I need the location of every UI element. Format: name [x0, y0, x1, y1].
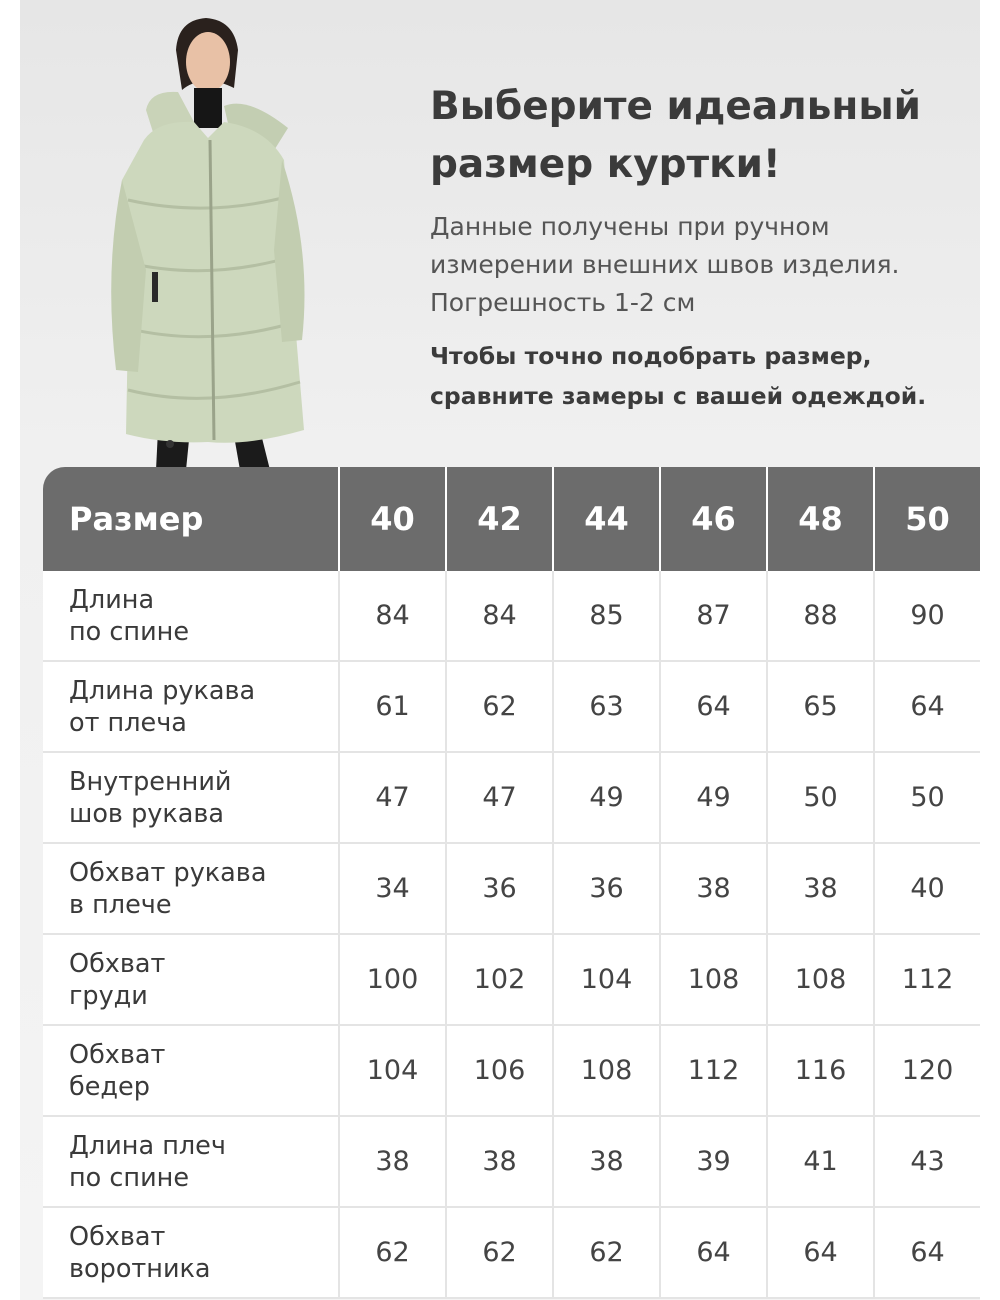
- row-label: Длина рукава от плеча: [43, 662, 338, 753]
- size-table-header: [43, 467, 980, 571]
- table-cell: 36: [552, 844, 659, 935]
- table-cell: 40: [873, 844, 980, 935]
- table-cell: 120: [873, 1026, 980, 1117]
- table-cell: 49: [659, 753, 766, 844]
- table-cell: 90: [873, 571, 980, 662]
- table-cell: 38: [338, 1117, 445, 1208]
- row-label: Обхват рукава в плече: [43, 844, 338, 935]
- table-cell: 61: [338, 662, 445, 753]
- table-cell: 88: [766, 571, 873, 662]
- header-size-48: 48: [766, 467, 873, 571]
- header-size-46: 46: [659, 467, 766, 571]
- table-cell: 47: [445, 753, 552, 844]
- size-table: [43, 467, 980, 1299]
- table-cell: 87: [659, 571, 766, 662]
- table-cell: 64: [659, 662, 766, 753]
- size-guide-card: [20, 0, 980, 1300]
- table-row: [43, 844, 980, 935]
- table-cell: 102: [445, 935, 552, 1026]
- table-cell: 106: [445, 1026, 552, 1117]
- table-row: [43, 1026, 980, 1117]
- table-cell: 108: [552, 1026, 659, 1117]
- table-cell: 64: [873, 662, 980, 753]
- table-cell: 49: [552, 753, 659, 844]
- table-cell: 64: [873, 1208, 980, 1299]
- table-cell: 64: [766, 1208, 873, 1299]
- row-label: Обхват бедер: [43, 1026, 338, 1117]
- header-size-50: 50: [873, 467, 980, 571]
- table-cell: 38: [659, 844, 766, 935]
- table-cell: 84: [445, 571, 552, 662]
- header-size-label: Размер: [43, 467, 338, 571]
- table-cell: 50: [873, 753, 980, 844]
- table-cell: 38: [766, 844, 873, 935]
- subtitle-line-1: Данные получены при ручном: [430, 212, 830, 241]
- table-cell: 100: [338, 935, 445, 1026]
- table-cell: 112: [873, 935, 980, 1026]
- table-cell: 36: [445, 844, 552, 935]
- table-row: [43, 935, 980, 1026]
- headline-line-2: размер куртки!: [430, 142, 781, 187]
- table-cell: 85: [552, 571, 659, 662]
- page-title: [430, 78, 930, 194]
- measurement-note: [430, 208, 930, 322]
- row-label: Внутренний шов рукава: [43, 753, 338, 844]
- table-cell: 62: [552, 1208, 659, 1299]
- table-cell: 34: [338, 844, 445, 935]
- table-cell: 116: [766, 1026, 873, 1117]
- table-cell: 108: [659, 935, 766, 1026]
- table-cell: 62: [445, 1208, 552, 1299]
- table-cell: 41: [766, 1117, 873, 1208]
- table-cell: 112: [659, 1026, 766, 1117]
- table-cell: 63: [552, 662, 659, 753]
- row-label: Обхват воротника: [43, 1208, 338, 1299]
- advice-line-2: сравните замеры с вашей одеждой.: [430, 382, 927, 410]
- header-size-44: 44: [552, 467, 659, 571]
- row-label: Длина по спине: [43, 571, 338, 662]
- table-cell: 47: [338, 753, 445, 844]
- row-label: Обхват груди: [43, 935, 338, 1026]
- subtitle-line-3: Погрешность 1-2 см: [430, 288, 696, 317]
- table-cell: 108: [766, 935, 873, 1026]
- table-cell: 104: [338, 1026, 445, 1117]
- header-size-40: 40: [338, 467, 445, 571]
- table-cell: 64: [659, 1208, 766, 1299]
- table-cell: 104: [552, 935, 659, 1026]
- table-row: [43, 662, 980, 753]
- table-cell: 39: [659, 1117, 766, 1208]
- table-cell: 43: [873, 1117, 980, 1208]
- subtitle-line-2: измерении внешних швов изделия.: [430, 250, 900, 279]
- table-cell: 62: [445, 662, 552, 753]
- advice-text: [430, 336, 970, 416]
- table-cell: 38: [445, 1117, 552, 1208]
- model-jacket-photo: [98, 10, 318, 470]
- table-row: [43, 753, 980, 844]
- table-cell: 50: [766, 753, 873, 844]
- table-cell: 65: [766, 662, 873, 753]
- table-row: [43, 1208, 980, 1299]
- table-cell: 62: [338, 1208, 445, 1299]
- table-row: [43, 1117, 980, 1208]
- advice-line-1: Чтобы точно подобрать размер,: [430, 342, 872, 370]
- table-cell: 84: [338, 571, 445, 662]
- header-size-42: 42: [445, 467, 552, 571]
- table-cell: 38: [552, 1117, 659, 1208]
- row-label: Длина плеч по спине: [43, 1117, 338, 1208]
- hero-text-block: [430, 78, 990, 416]
- table-row: [43, 571, 980, 662]
- headline-line-1: Выберите идеальный: [430, 84, 921, 129]
